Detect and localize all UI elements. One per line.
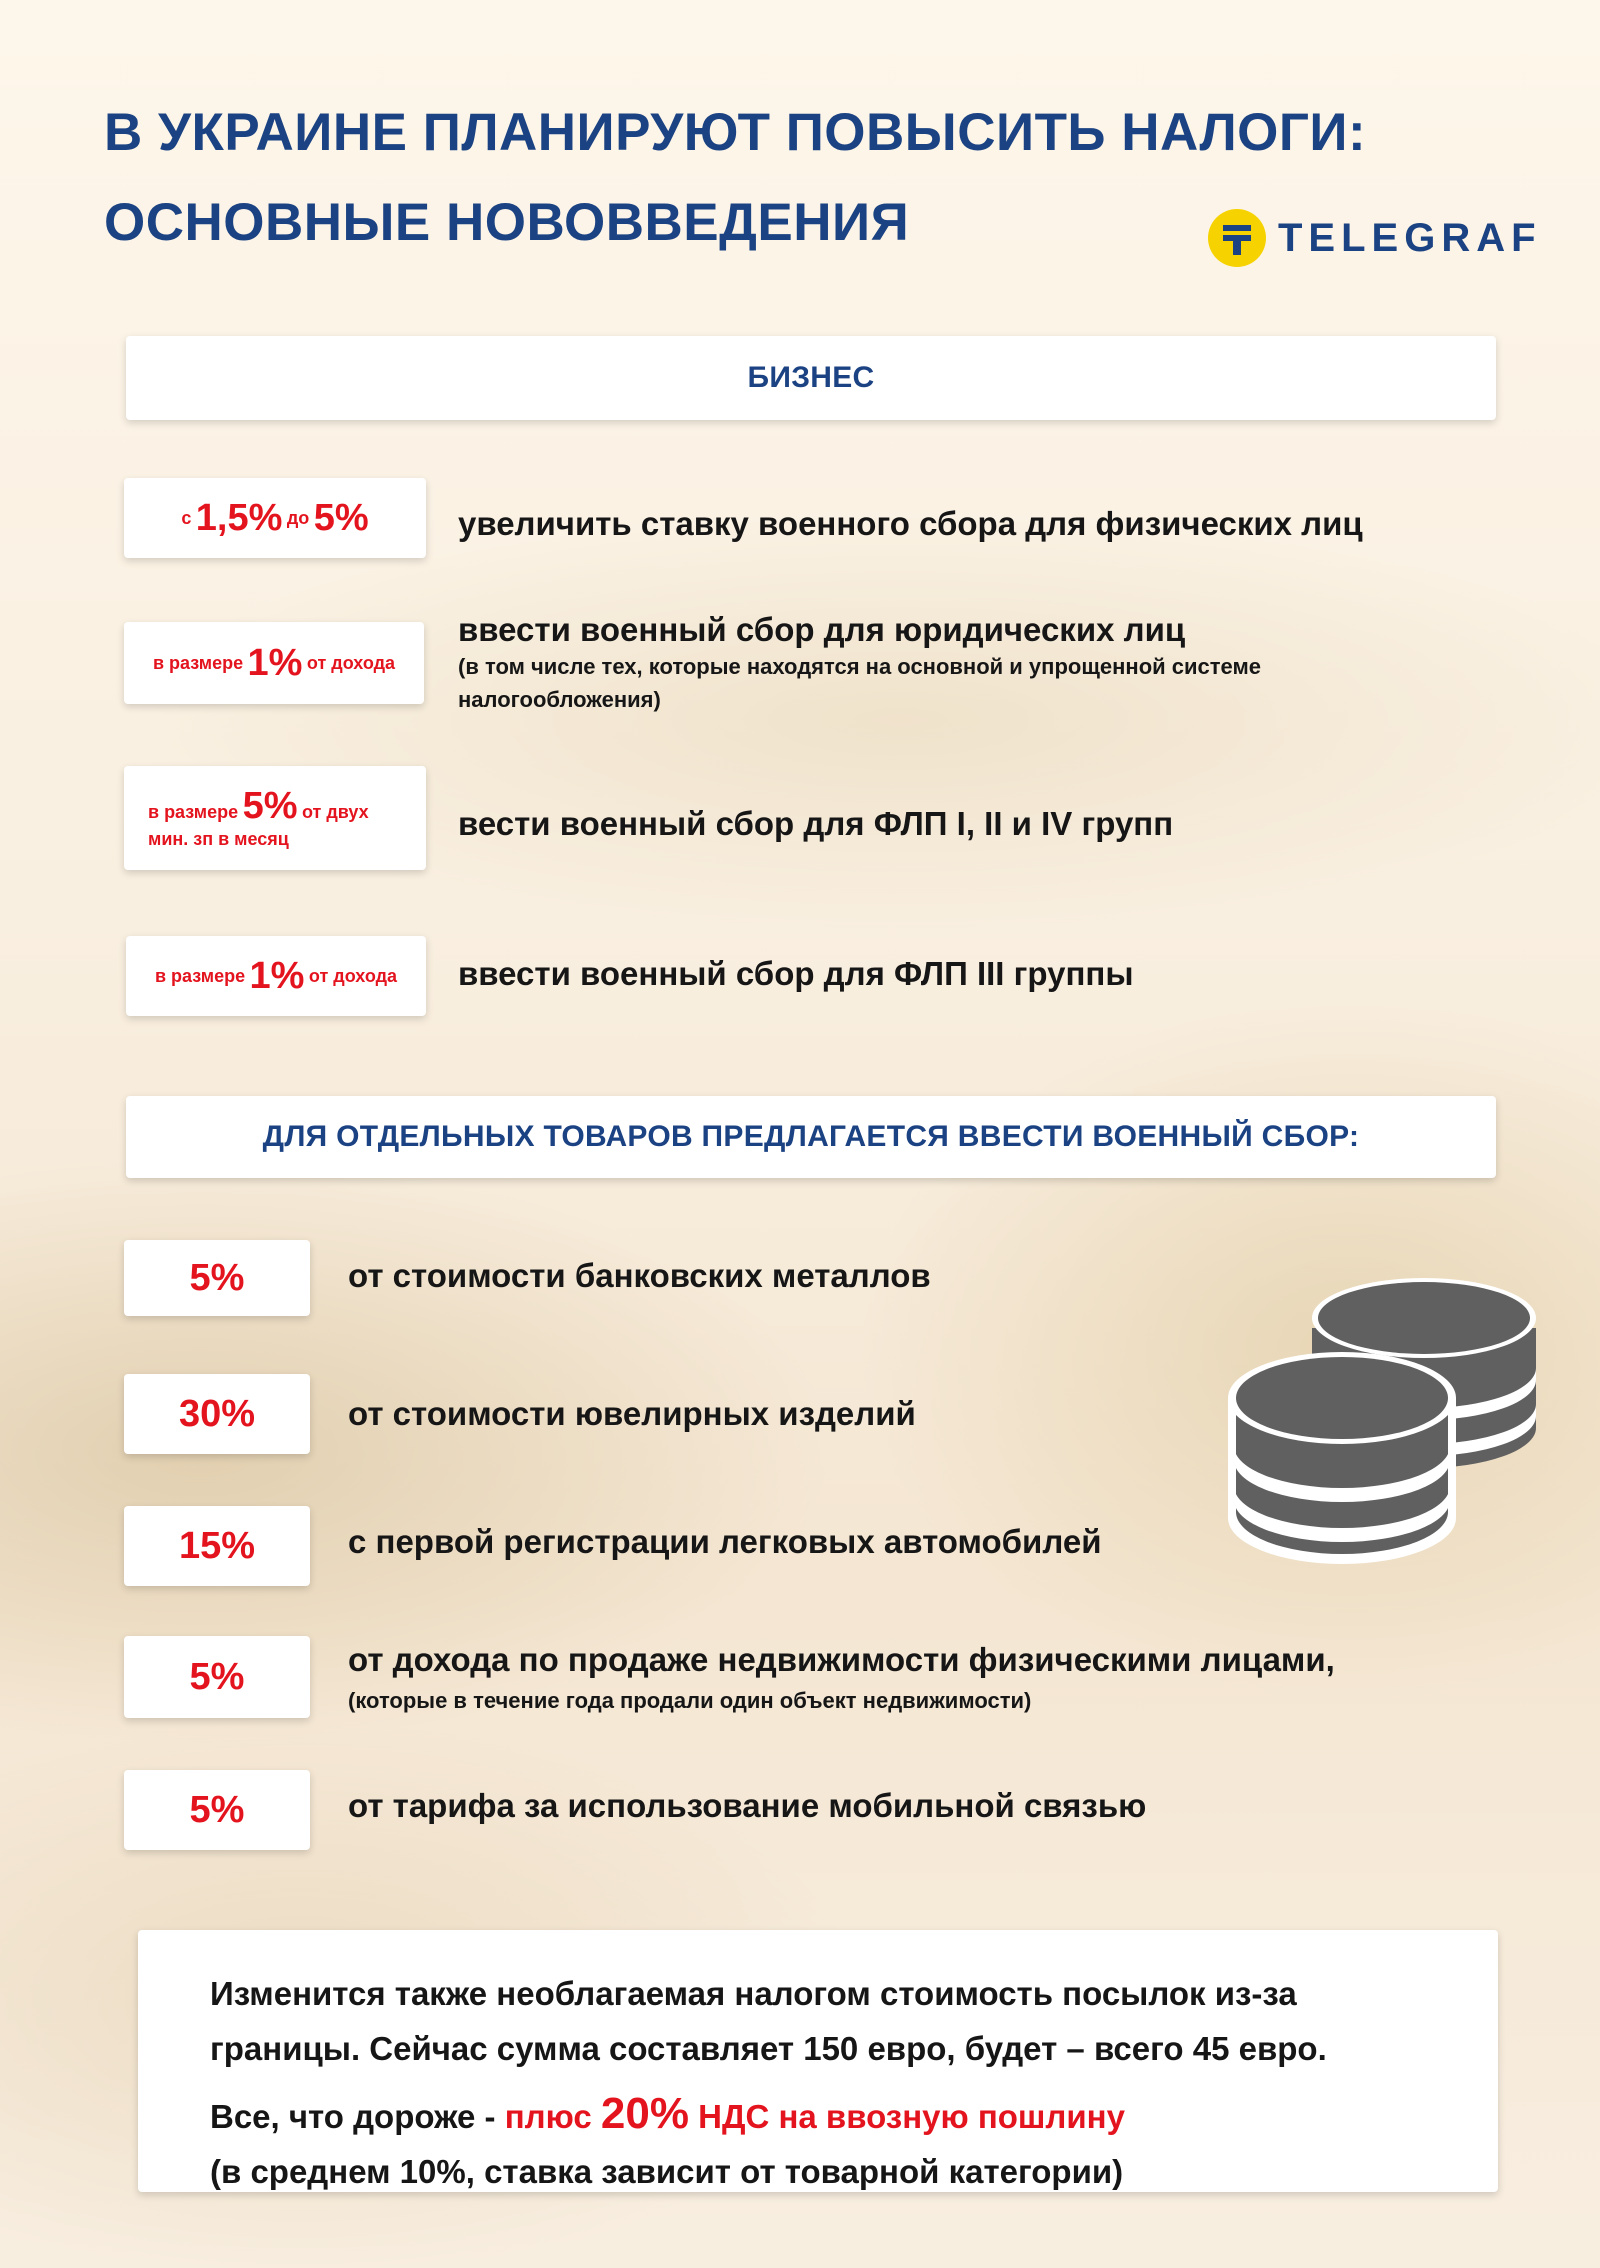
goods-item-1-text: от стоимости банковских металлов xyxy=(348,1257,931,1294)
badge-middle: до xyxy=(286,508,310,528)
business-badge-2 xyxy=(124,622,424,704)
badge-value: 1,5% xyxy=(195,497,283,539)
badge-value-2: 5% xyxy=(313,497,369,539)
coins-stack-icon xyxy=(1228,1268,1548,1568)
badge-suffix: от дохода xyxy=(306,653,396,673)
goods-item-2-text: от стоимости ювелирных изделий xyxy=(348,1395,916,1432)
badge-value: 1% xyxy=(247,642,303,684)
goods-item-5-text: от тарифа за использование мобильной связью xyxy=(348,1787,1147,1824)
goods-badge-value: 30% xyxy=(178,1392,256,1435)
badge-prefix: в размере xyxy=(148,801,239,822)
goods-badge-value: 5% xyxy=(189,1655,245,1698)
footer-line-3-red-suffix: НДС на ввозную пошлину xyxy=(688,2098,1125,2135)
goods-item-3-text: с первой регистрации легковых автомобилей xyxy=(348,1523,1102,1560)
business-badge-4 xyxy=(126,936,426,1016)
badge-prefix: в размере xyxy=(154,966,246,986)
business-item-3-text: вести военный сбор для ФЛП I, II и IV групп xyxy=(458,805,1174,842)
footer-line-3-prefix: Все, что дороже - xyxy=(210,2098,505,2135)
title-line-2: ОСНОВНЫЕ НОВОВВЕДЕНИЯ xyxy=(104,193,910,252)
badge-value: 5% xyxy=(242,784,298,827)
goods-item-4-text: от дохода по продаже недвижимости физическими лицами, xyxy=(348,1641,1335,1678)
goods-badge-value: 5% xyxy=(189,1256,245,1299)
footer-line-3-red-prefix: плюс xyxy=(504,2098,601,2135)
business-item-4-text: ввести военный сбор для ФЛП III группы xyxy=(458,955,1134,992)
goods-badge-2 xyxy=(124,1374,310,1454)
goods-badge-4 xyxy=(124,1636,310,1718)
badge-suffix: от дохода xyxy=(308,966,398,986)
business-heading-text: БИЗНЕС xyxy=(747,361,875,394)
goods-item-4-note: (которые в течение года продали один объект недвижимости) xyxy=(348,1688,1032,1713)
business-badge-3 xyxy=(124,766,426,870)
goods-badge-1 xyxy=(124,1240,310,1316)
goods-badge-3 xyxy=(124,1506,310,1586)
footer-note-text xyxy=(138,1930,1498,2199)
footer-line-3 xyxy=(210,2086,1426,2144)
badge-value: 1% xyxy=(249,955,305,997)
business-item-1-text: увеличить ставку военного сбора для физических лиц xyxy=(458,505,1363,542)
business-item-2-note: (в том числе тех, которые находятся на основной и упрощенной системе налогообложения) xyxy=(458,654,1262,712)
business-item-2-text: ввести военный сбор для юридических лиц xyxy=(458,611,1186,648)
telegraf-logo-icon xyxy=(1208,209,1266,267)
badge-suffix: от двух xyxy=(301,801,369,822)
goods-badge-5 xyxy=(124,1770,310,1850)
footer-note-card xyxy=(138,1930,1498,2192)
business-badge-1 xyxy=(124,478,426,558)
footer-line-4: (в среднем 10%, ставка зависит от товарной категории) xyxy=(210,2153,1124,2190)
goods-heading-text: ДЛЯ ОТДЕЛЬНЫХ ТОВАРОВ ПРЕДЛАГАЕТСЯ ВВЕСТИ ВОЕННЫЙ СБОР: xyxy=(262,1120,1360,1153)
business-section-heading xyxy=(126,336,1496,420)
footer-line-1: Изменится также необлагаемая налогом стоимость посылок из-за xyxy=(210,1975,1297,2012)
footer-vat-value: 20% xyxy=(600,2089,689,2138)
badge-second-line: мин. зп в месяц xyxy=(148,828,289,849)
title-line-1: В УКРАИНЕ ПЛАНИРУЮТ ПОВЫСИТЬ НАЛОГИ: xyxy=(104,103,1367,162)
goods-badge-value: 15% xyxy=(178,1524,256,1567)
badge-prefix: с xyxy=(181,508,192,528)
badge-prefix: в размере xyxy=(152,653,244,673)
telegraf-logo-text: TELEGRAF xyxy=(1278,215,1542,260)
telegraf-logo xyxy=(1208,208,1542,268)
footer-line-2: границы. Сейчас сумма составляет 150 евро, будет – всего 45 евро. xyxy=(210,2030,1327,2067)
goods-section-heading xyxy=(126,1096,1496,1178)
goods-badge-value: 5% xyxy=(189,1788,245,1831)
